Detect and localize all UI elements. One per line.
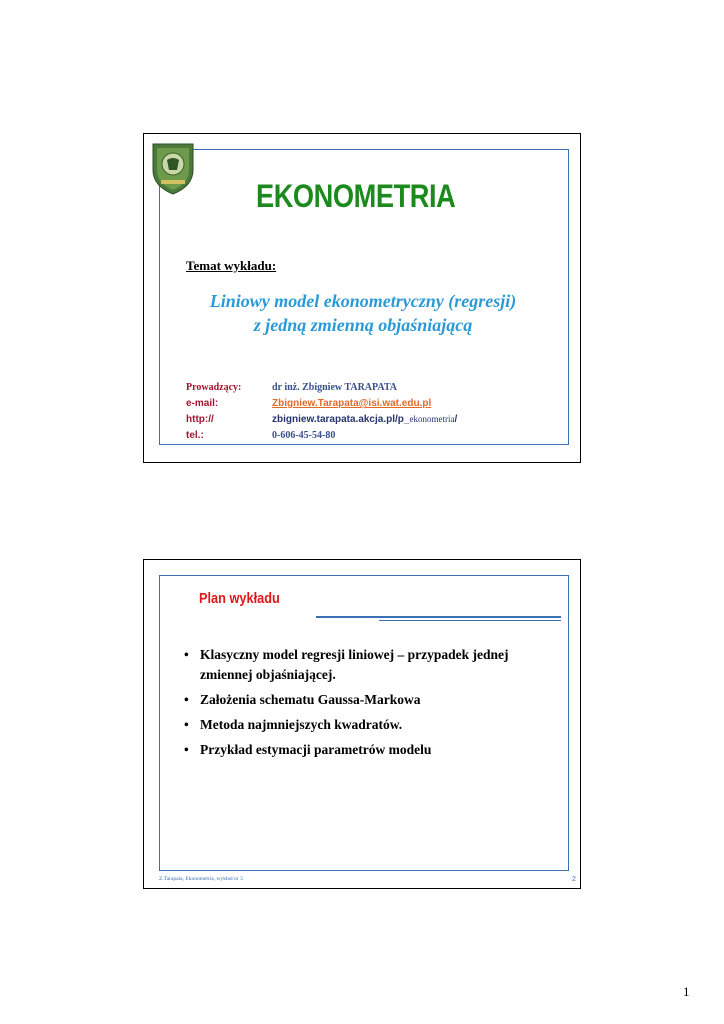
topic-line-1: Liniowy model ekonometryczny (regresji) [209,291,517,311]
bullet-icon: • [184,742,189,757]
university-emblem-icon [149,140,197,196]
bullet-icon: • [184,692,189,707]
list-item-text: Klasyczny model regresji liniowej – przypadek jednej zmiennej objaśniającej. [200,647,509,682]
lecturer-label: Prowadzący: [186,382,242,393]
slide-1 [143,133,581,463]
slide-2 [143,559,581,889]
topic-label: Temat wykładu: [186,258,277,273]
title-underline [316,616,561,618]
http-label: http:// [186,414,214,425]
list-item [184,715,544,735]
list-item [184,740,544,760]
website-url-main: zbigniew.tarapata.akcja.pl/p_ [272,414,410,425]
website-url-tail: / [454,414,458,425]
list-item-text: Założenia schematu Gaussa-Markowa [200,692,421,707]
list-item-text: Przykład estymacji parametrów modelu [200,742,432,757]
slide-footer-author: Z.Tarapata, Ekonometria, wykład nr 3 [159,876,243,882]
phone-label: tel.: [186,430,204,441]
lecture-title: EKONOMETRIA [256,178,456,214]
list-item [184,690,544,710]
slide-number: 2 [572,876,576,883]
list-item [184,645,544,685]
email-link[interactable]: Zbigniew.Tarapata@isi.wat.edu.pl [272,398,432,409]
email-label: e-mail: [186,398,219,409]
lecturer-value: dr inż. Zbigniew TARAPATA [272,382,398,393]
list-item-text: Metoda najmniejszych kwadratów. [200,717,403,732]
bullet-icon: • [184,717,189,732]
plan-title: Plan wykładu [199,590,280,607]
phone-value: 0-606-45-54-80 [272,430,336,441]
plan-bullet-list [184,645,544,765]
website-url-path: ekonometria [409,414,455,424]
website-link[interactable] [272,412,457,427]
page-number: 1 [683,984,690,999]
bullet-icon: • [184,647,189,662]
title-underline-secondary [379,620,561,621]
topic-line-2: z jedną zmienną objaśniającą [253,315,473,335]
